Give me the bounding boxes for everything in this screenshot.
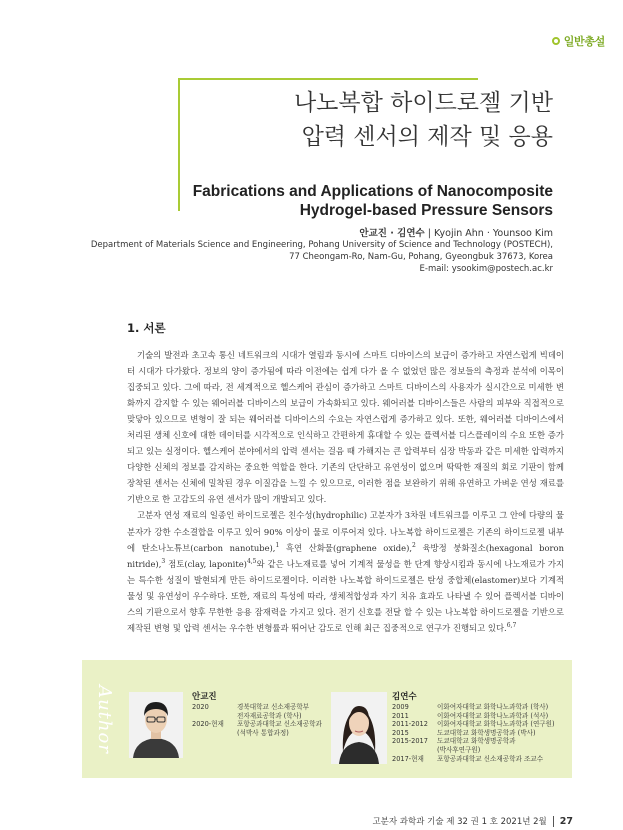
bio-list-kim (392, 703, 562, 763)
bio-row (392, 737, 562, 754)
bio-name-kim: 김연수 (392, 692, 417, 702)
bio-year: 2011-2012 (392, 720, 428, 729)
author-photo-ahn (129, 692, 183, 758)
bio-desc-line: 전자재료공학과 (학사) (237, 711, 302, 720)
bio-row (192, 703, 342, 720)
author-vertical-label (87, 664, 121, 774)
circle-bullet-icon (552, 37, 560, 45)
affiliation-email: E-mail: ysookim@postech.ac.kr (419, 264, 553, 274)
title-bracket-left (178, 78, 180, 211)
english-title-line-1: Fabrications and Applications of Nanocomposite (192, 183, 553, 200)
bio-desc-line: (석박사 통합과정) (237, 728, 289, 737)
english-title-line-2: Hydrogel-based Pressure Sensors (299, 202, 553, 219)
bio-row (392, 703, 562, 712)
bio-desc: 이화여자대학교 화학나노과학과 (연구원) (437, 720, 555, 729)
section-tag (552, 33, 605, 49)
bio-desc-line: (박사후연구원) (437, 745, 481, 754)
bio-desc (237, 703, 342, 720)
bio-desc: 이화여자대학교 화학나노과학과 (학사) (437, 703, 549, 711)
author-photo-kim (331, 692, 387, 764)
bio-year: 2020 (192, 703, 209, 711)
citation-3: 3 (161, 557, 166, 565)
page-number: 27 (559, 815, 573, 827)
paragraph-2-text-3: 육방정 붕화질소(hexagonal boron nitride), (127, 542, 564, 569)
citation-4: 4,5 (246, 557, 257, 565)
bio-desc: 포항공과대학교 신소재공학과 조교수 (437, 754, 544, 763)
bio-year: 2015-2017 (392, 737, 428, 746)
bio-row (192, 720, 342, 737)
bio-desc-line: 경북대학교 신소재공학부 (237, 703, 310, 711)
bio-row (392, 755, 562, 764)
affiliation-line-2: 77 Cheongam-Ro, Nam-Gu, Pohang, Gyeongbuk 37673, Korea (289, 252, 553, 262)
paragraph-2-text-4: 점토(clay, laponite) (165, 558, 247, 569)
author-label: Author (93, 684, 115, 754)
citation-1: 1 (275, 541, 280, 549)
author-divider: | (427, 228, 434, 239)
journal-info: 고분자 과학과 기술 제 32 권 1 호 2021년 2월 (372, 817, 547, 827)
bio-desc-line: 포항공과대학교 신소재공학과 (237, 720, 322, 729)
paragraph-1: 기술의 발전과 초고속 통신 네트워크의 시대가 열림과 동시에 스마트 디바이스의 보급이 증가하고 자연스럽게 빅데이터 시대가 다가왔다. 정보의 양이 증가됨에 따라 이전에는 쉽게 다가 올 수 없었던 많은 정보들의 측정과 분석에 이목이 집중되고 있다. 그에 따라, 전 세계적으로 헬스케어 관심이 증가하고 스마트 디바이스의 사용자가 실시간으로 미세한 변화까지 감지할 수 있는 웨어러블 디바이스의 보급이 가속화되고 있다. 웨어러블 디바이스들은 사람의 피부와 직접적으로 맞닿아 있으므로 변형이 잘 되는 웨어러블 디바이스의 수요는 자연스럽게 증가하고 있다. 또한, 웨어러블 디바이스에서 처리된 생체 신호에 대한 데이터를 시각적으로 인식하고 간편하게 휴대할 수 있는 플렉서블 디스플레이의 수요 또한 증가되고 있는 실정이다. 헬스케어 분야에서의 압력 센서는 걸음 때 가해지는 큰 압력부터 심장 박동과 같은 미세한 압력까지 다양한 신체의 정보를 감지하는 중요한 역할을 한다. 기존의 단단하고 유연성이 없으며 딱딱한 재질의 회로 기판이 함께 장착된 센서는 신체에 밀착된 경우 이질감을 느낄 수 있으므로, 이러한 점을 보완하기 위해 유연하고 가벼운 연성 재료를 기반으로 한 고감도의 유연 센서가 많이 개발되고 있다. (127, 350, 564, 505)
body-text (127, 347, 564, 636)
affiliation (91, 239, 553, 275)
paragraph-2-text-2: 흑연 산화물(graphene oxide), (279, 542, 413, 553)
page-footer (372, 815, 573, 827)
citation-5: 6,7 (506, 622, 517, 629)
bio-row (392, 720, 562, 729)
bio-desc: 도쿄대학교 화학생명공학과 (박사) (437, 728, 536, 737)
paragraph-2-text-1: 고분자 연성 재료의 일종인 하이드로젤은 친수성(hydrophilic) 고분자가 3차원 네트워크를 이루고 그 안에 다량의 물 분자가 강한 수소결합을 이루고 있어 90% 이상이 물로 이루어져 있다. 나노복합 하이드로젤은 기존의 하이드로젤 내부에 탄소나노튜브(carbon nanotube), (127, 510, 564, 553)
section-heading: 1. 서론 (127, 321, 166, 335)
english-title (193, 182, 553, 220)
author-line (359, 225, 553, 239)
footer-divider (553, 816, 554, 827)
title-bracket-top (178, 78, 478, 80)
korean-title-line-1: 나노복합 하이드로젤 기반 (293, 90, 553, 116)
bio-desc (237, 720, 342, 737)
korean-title-line-2: 압력 센서의 제작 및 응용 (301, 124, 553, 150)
bio-year: 2011 (392, 711, 409, 720)
korean-title (294, 86, 553, 154)
citation-2: 2 (412, 541, 416, 549)
bio-name-ahn: 안교진 (192, 692, 217, 702)
paragraph-2-text-5: 와 같은 나노재료를 넣어 기계적 물성을 한 단계 향상시킴과 동시에 나노재료가 가지는 특수한 성질이 발현되게 만든 하이드로젤이다. 이러한 나노복합 하이드로젤은 탄성 중합체(elastomer)보다 기계적 물성 및 유연성이 우수하다. 또한, 재료의 특성에 따라, 생체적합성과 자기 치유 효과도 나타낼 수 있어 플렉서블 디바이스의 기판으로서 향후 무한한 응용 잠재력을 가지고 있다. 전기 신호를 전달 할 수 있는 나노복합 하이드로젤을 기반으로 제작된 변형 및 압력 센서는 우수한 변형률과 뛰어난 감도로 인해 최근 집중적으로 연구가 진행되고 있다. (127, 558, 564, 633)
affiliation-line-1: Department of Materials Science and Engineering, Pohang University of Science and Technology (POSTECH), (90, 240, 553, 250)
section-tag-label: 일반총설 (563, 35, 605, 48)
person-photo-icon (129, 692, 183, 758)
person-photo-icon (331, 692, 387, 764)
bio-year: 2020-현재 (192, 720, 224, 729)
bio-year: 2017-현재 (392, 754, 424, 763)
authors-korean: 안교진 · 김연수 (359, 228, 425, 239)
bio-desc (437, 737, 562, 754)
bio-year: 2015 (392, 728, 409, 737)
bio-list-ahn (192, 703, 342, 737)
bio-row (392, 712, 562, 721)
authors-english: Kyojin Ahn · Younsoo Kim (433, 228, 553, 239)
bio-year: 2009 (392, 703, 409, 711)
bio-desc-line: 도쿄대학교 화학생명공학과 (437, 737, 516, 746)
bio-desc: 이화여자대학교 화학나노과학과 (석사) (437, 711, 549, 720)
paragraph-2 (127, 507, 564, 635)
